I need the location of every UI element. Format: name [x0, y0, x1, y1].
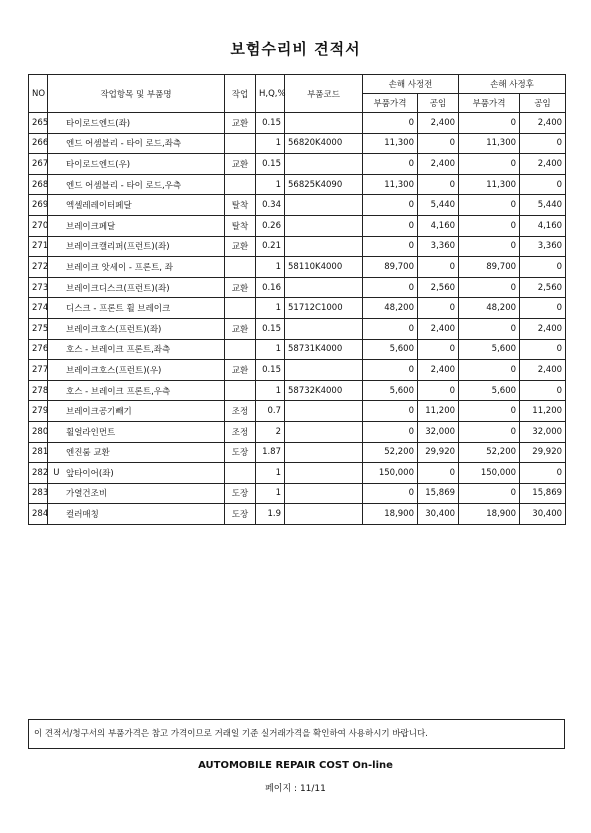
- row-no-value: 283: [32, 488, 49, 499]
- row-before-part-price: 0: [363, 401, 418, 422]
- header-code: 부품코드: [285, 75, 363, 113]
- row-before-part-price: 0: [363, 215, 418, 236]
- row-after-part-price: 0: [459, 360, 520, 381]
- row-before-labor: 0: [418, 174, 459, 195]
- row-before-labor: 0: [418, 298, 459, 319]
- row-no: [29, 442, 48, 463]
- row-before-part-price: 0: [363, 113, 418, 134]
- row-after-part-price: 0: [459, 483, 520, 504]
- row-no: [29, 257, 48, 278]
- row-after-part-price: 0: [459, 215, 520, 236]
- header-after-labor: 공임: [520, 94, 566, 113]
- row-no: [29, 318, 48, 339]
- estimate-rows: [29, 113, 566, 525]
- row-part-code: 56820K4000: [285, 133, 363, 154]
- row-before-part-price: 0: [363, 483, 418, 504]
- row-after-part-price: 0: [459, 421, 520, 442]
- row-part-code: 58732K4000: [285, 380, 363, 401]
- row-before-labor: 30,400: [418, 504, 459, 525]
- row-part-code: [285, 504, 363, 525]
- row-before-labor: 32,000: [418, 421, 459, 442]
- row-before-labor: 4,160: [418, 215, 459, 236]
- row-no-value: 265: [32, 117, 49, 128]
- row-item-name: 타이로드엔드(우): [48, 154, 225, 175]
- row-after-labor: 0: [520, 174, 566, 195]
- row-no: [29, 504, 48, 525]
- row-work: 조정: [225, 421, 256, 442]
- row-hq: 0.15: [256, 360, 285, 381]
- row-before-part-price: 11,300: [363, 174, 418, 195]
- row-part-code: [285, 236, 363, 257]
- table-row: [29, 483, 566, 504]
- row-after-labor: 0: [520, 257, 566, 278]
- table-row: [29, 257, 566, 278]
- table-row: [29, 298, 566, 319]
- table-row: [29, 318, 566, 339]
- row-no-value: 281: [32, 447, 49, 458]
- row-before-part-price: 52,200: [363, 442, 418, 463]
- row-after-part-price: 0: [459, 154, 520, 175]
- row-work: 조정: [225, 401, 256, 422]
- row-after-labor: 2,400: [520, 360, 566, 381]
- row-before-part-price: 18,900: [363, 504, 418, 525]
- row-after-labor: 15,869: [520, 483, 566, 504]
- row-part-code: 58110K4000: [285, 257, 363, 278]
- row-hq: 2: [256, 421, 285, 442]
- row-part-code: [285, 483, 363, 504]
- row-no: [29, 421, 48, 442]
- row-work: 도장: [225, 442, 256, 463]
- row-after-part-price: 0: [459, 277, 520, 298]
- row-no: [29, 339, 48, 360]
- table-row: [29, 133, 566, 154]
- row-no: [29, 277, 48, 298]
- row-before-part-price: 11,300: [363, 133, 418, 154]
- row-after-labor: 32,000: [520, 421, 566, 442]
- row-after-part-price: 52,200: [459, 442, 520, 463]
- row-before-part-price: 0: [363, 421, 418, 442]
- table-row: [29, 236, 566, 257]
- row-after-labor: 11,200: [520, 401, 566, 422]
- row-before-part-price: 0: [363, 318, 418, 339]
- row-work: [225, 257, 256, 278]
- row-part-code: 56825K4090: [285, 174, 363, 195]
- row-before-part-price: 5,600: [363, 339, 418, 360]
- row-item-name: 디스크 - 프론트 휠 브레이크: [48, 298, 225, 319]
- row-before-labor: 3,360: [418, 236, 459, 257]
- row-before-labor: 2,400: [418, 154, 459, 175]
- header-after-group: 손해 사정후: [459, 75, 566, 94]
- row-no: [29, 401, 48, 422]
- row-part-code: [285, 195, 363, 216]
- header-item: 작업항목 및 부품명: [48, 75, 225, 113]
- row-hq: 1: [256, 463, 285, 484]
- row-after-part-price: 150,000: [459, 463, 520, 484]
- row-hq: 0.15: [256, 113, 285, 134]
- row-work: 도장: [225, 504, 256, 525]
- row-work: 교환: [225, 318, 256, 339]
- row-after-labor: 2,400: [520, 113, 566, 134]
- row-hq: 1: [256, 339, 285, 360]
- row-no-value: 284: [32, 509, 49, 520]
- row-work: [225, 298, 256, 319]
- header-before-labor: 공임: [418, 94, 459, 113]
- row-no: [29, 195, 48, 216]
- row-before-labor: 11,200: [418, 401, 459, 422]
- row-item-name: 타이로드엔드(좌): [48, 113, 225, 134]
- row-work: [225, 339, 256, 360]
- row-before-part-price: 48,200: [363, 298, 418, 319]
- row-after-labor: 29,920: [520, 442, 566, 463]
- row-after-labor: 3,360: [520, 236, 566, 257]
- table-row: [29, 215, 566, 236]
- table-row: [29, 277, 566, 298]
- row-no: [29, 133, 48, 154]
- row-after-labor: 0: [520, 298, 566, 319]
- row-part-code: [285, 154, 363, 175]
- row-work: 교환: [225, 360, 256, 381]
- row-after-labor: 2,400: [520, 154, 566, 175]
- row-before-part-price: 0: [363, 236, 418, 257]
- row-no-value: 269: [32, 200, 49, 211]
- row-item-name: 엑셀레레이터페달: [48, 195, 225, 216]
- row-no-value: 275: [32, 323, 49, 334]
- row-no-value: 271: [32, 241, 49, 252]
- row-no-value: 276: [32, 344, 49, 355]
- row-hq: 1: [256, 483, 285, 504]
- row-item-name: 브레이크호스(프런트)(우): [48, 360, 225, 381]
- row-no: [29, 236, 48, 257]
- row-work: 탈착: [225, 195, 256, 216]
- row-no: [29, 113, 48, 134]
- row-before-part-price: 0: [363, 360, 418, 381]
- row-after-labor: 2,560: [520, 277, 566, 298]
- table-row: [29, 463, 566, 484]
- row-after-labor: 0: [520, 133, 566, 154]
- row-work: 교환: [225, 154, 256, 175]
- row-part-code: [285, 113, 363, 134]
- row-work: 교환: [225, 277, 256, 298]
- row-hq: 1.87: [256, 442, 285, 463]
- row-after-part-price: 89,700: [459, 257, 520, 278]
- table-row: [29, 442, 566, 463]
- row-work: 도장: [225, 483, 256, 504]
- footer-brand: AUTOMOBILE REPAIR COST On-line: [198, 760, 393, 771]
- row-mark: U: [53, 467, 60, 478]
- row-no: [29, 463, 60, 484]
- row-no-value: 272: [32, 261, 49, 272]
- row-after-part-price: 0: [459, 401, 520, 422]
- header-work: 작업: [225, 75, 256, 113]
- row-item-name: 브레이크디스크(프런트)(좌): [48, 277, 225, 298]
- row-after-part-price: 48,200: [459, 298, 520, 319]
- row-no-value: 266: [32, 138, 49, 149]
- row-hq: 1: [256, 257, 285, 278]
- row-no-value: 280: [32, 426, 49, 437]
- row-before-labor: 5,440: [418, 195, 459, 216]
- row-after-labor: 5,440: [520, 195, 566, 216]
- row-part-code: [285, 401, 363, 422]
- row-hq: 0.26: [256, 215, 285, 236]
- document-title: 보험수리비 견적서: [230, 40, 361, 58]
- row-before-part-price: 0: [363, 277, 418, 298]
- row-no-value: 278: [32, 385, 49, 396]
- row-work: [225, 463, 256, 484]
- row-after-labor: 0: [520, 463, 566, 484]
- row-before-labor: 15,869: [418, 483, 459, 504]
- row-part-code: [285, 277, 363, 298]
- row-no: [29, 174, 48, 195]
- table-row: [29, 195, 566, 216]
- row-part-code: [285, 442, 363, 463]
- row-hq: 0.34: [256, 195, 285, 216]
- row-hq: 1.9: [256, 504, 285, 525]
- row-item-name: 엔드 어셈블리 - 타이 로드,우측: [48, 174, 225, 195]
- row-no-value: 282: [32, 467, 49, 478]
- table-row: [29, 380, 566, 401]
- row-after-part-price: 0: [459, 236, 520, 257]
- row-before-labor: 0: [418, 257, 459, 278]
- row-hq: 1: [256, 380, 285, 401]
- row-item-name: 앞타이어(좌): [48, 463, 225, 484]
- row-part-code: [285, 463, 363, 484]
- row-hq: 1: [256, 174, 285, 195]
- row-no-value: 273: [32, 282, 49, 293]
- table-row: [29, 154, 566, 175]
- row-hq: 0.7: [256, 401, 285, 422]
- row-before-part-price: 0: [363, 195, 418, 216]
- row-item-name: 엔진룸 교환: [48, 442, 225, 463]
- header-hq: H,Q,%: [256, 75, 285, 113]
- row-before-labor: 2,560: [418, 277, 459, 298]
- row-item-name: 브레이크호스(프런트)(좌): [48, 318, 225, 339]
- row-no-value: 279: [32, 406, 49, 417]
- row-after-part-price: 11,300: [459, 133, 520, 154]
- row-hq: 0.16: [256, 277, 285, 298]
- row-item-name: 브레이크공기빼기: [48, 401, 225, 422]
- row-no-value: 267: [32, 158, 49, 169]
- row-after-labor: 2,400: [520, 318, 566, 339]
- row-part-code: [285, 215, 363, 236]
- row-before-part-price: 89,700: [363, 257, 418, 278]
- row-hq: 1: [256, 298, 285, 319]
- estimate-table: [28, 74, 566, 525]
- row-before-part-price: 0: [363, 154, 418, 175]
- row-after-part-price: 0: [459, 113, 520, 134]
- price-notice: 이 견적서/청구서의 부품가격은 참고 가격이므로 거래일 기준 실거래가격을 확인하여 사용하시기 바랍니다.: [28, 719, 565, 749]
- table-row: [29, 113, 566, 134]
- row-no: [29, 360, 48, 381]
- row-work: 탈착: [225, 215, 256, 236]
- table-row: [29, 339, 566, 360]
- row-after-part-price: 5,600: [459, 339, 520, 360]
- row-part-code: [285, 360, 363, 381]
- row-after-part-price: 11,300: [459, 174, 520, 195]
- row-no: [29, 483, 48, 504]
- row-before-part-price: 150,000: [363, 463, 418, 484]
- row-part-code: 51712C1000: [285, 298, 363, 319]
- row-part-code: [285, 318, 363, 339]
- row-before-labor: 0: [418, 463, 459, 484]
- row-no-value: 270: [32, 220, 49, 231]
- row-work: [225, 174, 256, 195]
- row-after-labor: 4,160: [520, 215, 566, 236]
- row-no: [29, 298, 48, 319]
- page-number: 페이지 : 11/11: [265, 784, 326, 794]
- header-before-part-price: 부품가격: [363, 94, 418, 113]
- row-work: 교환: [225, 236, 256, 257]
- row-item-name: 컬러매칭: [48, 504, 225, 525]
- row-before-labor: 2,400: [418, 318, 459, 339]
- row-work: [225, 380, 256, 401]
- row-no-value: 268: [32, 179, 49, 190]
- row-hq: 1: [256, 133, 285, 154]
- row-no: [29, 215, 48, 236]
- row-no-value: 277: [32, 364, 49, 375]
- table-row: [29, 401, 566, 422]
- row-item-name: 휠얼라인먼트: [48, 421, 225, 442]
- row-item-name: 브레이크페달: [48, 215, 225, 236]
- row-after-part-price: 0: [459, 318, 520, 339]
- row-no: [29, 380, 48, 401]
- table-row: [29, 421, 566, 442]
- row-after-labor: 30,400: [520, 504, 566, 525]
- row-after-labor: 0: [520, 380, 566, 401]
- row-hq: 0.21: [256, 236, 285, 257]
- row-before-labor: 0: [418, 380, 459, 401]
- row-no-value: 274: [32, 303, 49, 314]
- table-row: [29, 174, 566, 195]
- row-after-labor: 0: [520, 339, 566, 360]
- row-before-part-price: 5,600: [363, 380, 418, 401]
- row-before-labor: 2,400: [418, 113, 459, 134]
- row-after-part-price: 0: [459, 195, 520, 216]
- table-row: [29, 504, 566, 525]
- row-item-name: 브레이크 앗세이 - 프론트, 좌: [48, 257, 225, 278]
- row-part-code: 58731K4000: [285, 339, 363, 360]
- table-row: [29, 360, 566, 381]
- row-item-name: 브레이크캘리퍼(프런트)(좌): [48, 236, 225, 257]
- header-after-part-price: 부품가격: [459, 94, 520, 113]
- row-hq: 0.15: [256, 154, 285, 175]
- row-work: [225, 133, 256, 154]
- header-no: NO: [29, 75, 48, 113]
- row-before-labor: 2,400: [418, 360, 459, 381]
- row-before-labor: 0: [418, 133, 459, 154]
- row-item-name: 호스 - 브레이크 프론트,좌측: [48, 339, 225, 360]
- row-after-part-price: 5,600: [459, 380, 520, 401]
- row-before-labor: 0: [418, 339, 459, 360]
- row-part-code: [285, 421, 363, 442]
- row-item-name: 호스 - 브레이크 프론트,우측: [48, 380, 225, 401]
- row-before-labor: 29,920: [418, 442, 459, 463]
- row-work: 교환: [225, 113, 256, 134]
- row-item-name: 엔드 어셈블리 - 타이 로드,좌측: [48, 133, 225, 154]
- row-item-name: 가열건조비: [48, 483, 225, 504]
- header-before-group: 손해 사정전: [363, 75, 459, 94]
- row-hq: 0.15: [256, 318, 285, 339]
- row-after-part-price: 18,900: [459, 504, 520, 525]
- row-no: [29, 154, 48, 175]
